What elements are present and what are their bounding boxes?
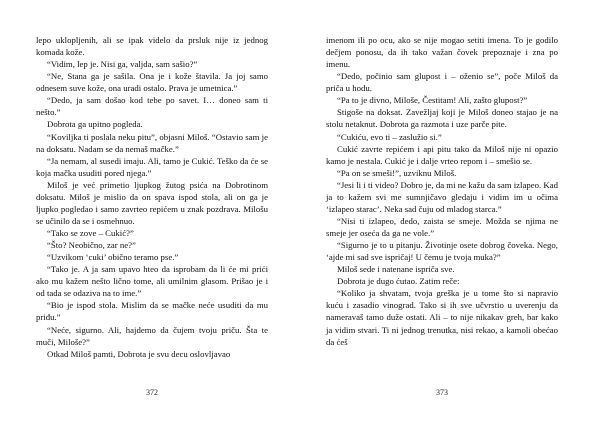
paragraph: Otkad Miloš pamti, Dobrota je svu decu oslovljavao: [47, 348, 231, 359]
paragraph: Miloš je već primetio ljupkog žutog psića na Dobrotinom doksatu. Miloš je mislio da on spava ispod stola, ali on ga je ljupko pogledao i samo zavrteo repićem u znak pozdrava. Milošu se učinilo da se i osmehnuo.: [36, 179, 268, 226]
paragraph: “Ja nemam, al susedi imaju. Ali, tamo je Cukić. Teško da će se koja mačka usuditi pored njega.”: [36, 155, 268, 178]
paragraph: “Uzvikom ‘cuki’ obično teramo pse.”: [47, 252, 179, 263]
paragraph: “Tako je. A ja sam upavo hteo da isprobam da li će mi prići ako mu kažem nešto lično tome, ali umilnim glasom. Prišao je i od tada se odaziva na to ime.”: [36, 264, 268, 299]
paragraph: Miloš sede i natenane ispriča sve.: [337, 264, 455, 275]
left-page: [36, 34, 268, 360]
paragraph: “Nisi ti izlapeo, dedo, zaista se smeje. Možda se njima ne smeje jer oseća da ga ne vole.”: [326, 215, 558, 238]
paragraph: “Pa on se smeši!”, uzviknu Miloš.: [337, 167, 457, 178]
paragraph: “Sigurno je to u pitanju. Životinje osete dobrog čoveka. Nego, ‘ajde mi sad sve ispričaj! U čemu je tvoja muka?”: [326, 240, 558, 263]
paragraph: “Ne, Stana ga je sašila. Ona je i kože štavila. Ja joj samo odnesem suve kože, ona uradi ostalo. Prava je umetnica.”: [36, 71, 268, 94]
paragraph: “Dedo, ja sam došao kod tebe po savet. I… doneo sam ti nešto.”: [36, 95, 268, 118]
paragraph: Stigoše na doksat. Zavežljaj koji je Miloš doneo stajao je na stolu netaknut. Dobrota ga razmota i uze parče pite.: [326, 107, 558, 130]
paragraph: “Neće, sigurno. Ali, hajdemo da čujem tvoju priču. Šta te muči, Miloše?”: [36, 324, 268, 347]
paragraph: Cukić zavrte repićem i api pitu tako da Miloš nije ni opazio kamo je nestala. Cukić je i dalje vrteo repom i – smešio se.: [326, 143, 558, 166]
paragraph: “Koviljka ti poslala neku pitu”, objasni Miloš. “Ostavio sam je na doksatu. Nadam se da nemaš mačke.”: [36, 131, 268, 154]
paragraph: imenom ili po ocu, ako se nije mogao setiti imena. To je godilo dečjem ponosu, da ih tako važan čovek prepoznaje i zna po imenu.: [326, 35, 558, 70]
paragraph: Dobrota je dugo ćutao. Zatim reče:: [337, 276, 460, 287]
right-page: [326, 34, 558, 348]
paragraph: “Pa to je divno, Miloše, Čestitam! Ali, zašto glupost?”: [337, 95, 528, 106]
page-number-right: 373: [436, 388, 448, 397]
paragraph: “Cukiću, evo ti – zaslužio si.”: [337, 131, 442, 142]
paragraph: “Bio je ispod stola. Mislim da se mačke neće usuditi da mu priđu.”: [36, 300, 268, 323]
page-number-left: 372: [146, 388, 158, 397]
paragraph: “Koliko ja shvatam, tvoja greška je u tome što si napravio kuću i zasadio vinograd. Tako si ih sve učvrstio u uverenju da nameravaš tamo duže ostati. Ali – to nije nikakav greh, bar kako ja vidim stvari. Ti ni jednog trenutka, nisi rekao, a kamoli obećao da ćeš: [326, 288, 558, 347]
paragraph: “Dedo, počinio sam glupost i – oženio se”, poče Miloš da priča u hodu.: [326, 71, 558, 94]
paragraph: lepo uklopljenih, ali se ipak videlo da prsluk nije iz jednog komada kože.: [36, 35, 268, 58]
paragraph: “Tako se zove – Cukić?”: [47, 228, 134, 238]
paragraph: “Jesi li i ti video? Dobro je, da mi ne kažu da sam izlapeo. Kad ja to kažem svi me sumnjičavo gledaju i vidim im u očima ‘izlapeo starac’. Neka sad čuju od mladog starca.”: [326, 179, 558, 214]
paragraph: Dobrota ga upitno pogleda.: [47, 119, 143, 130]
paragraph: “Vidim, lep je. Nisi ga, valjda, sam sašio?”: [47, 59, 198, 70]
paragraph: “Što? Neobično, zar ne?”: [47, 240, 136, 251]
